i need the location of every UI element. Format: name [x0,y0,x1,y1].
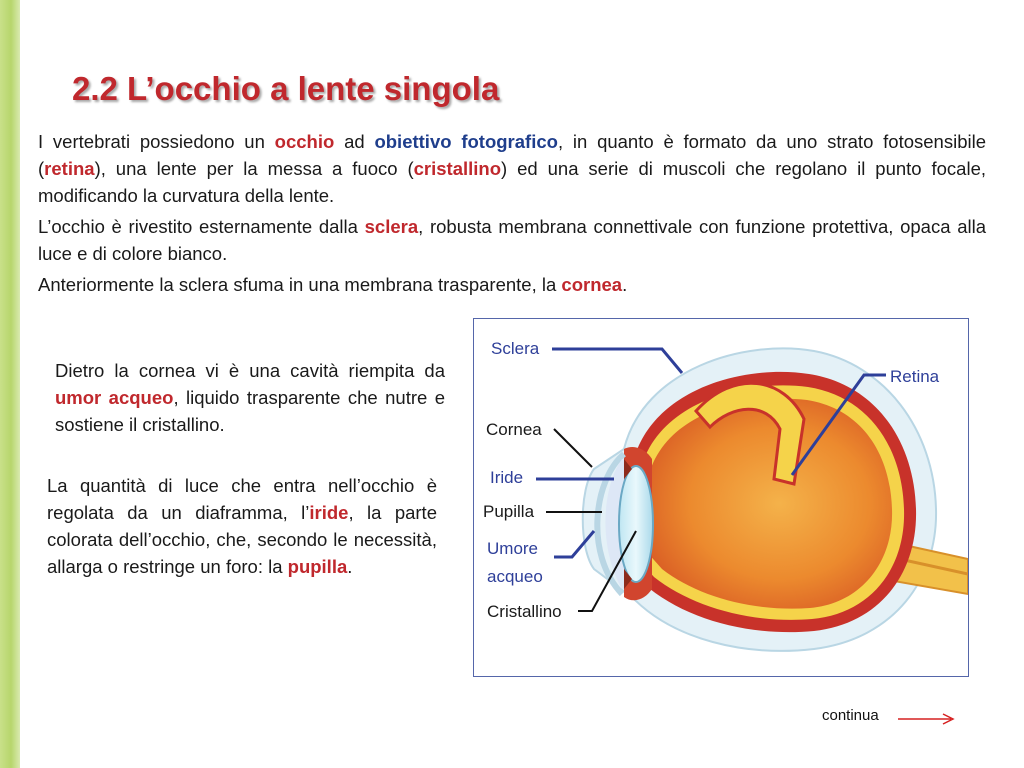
keyword-iride: iride [309,502,349,523]
keyword-pupilla: pupilla [287,556,348,577]
keyword-retina: retina [44,158,95,179]
label-pupilla: Pupilla [483,502,535,521]
label-cristallino: Cristallino [487,602,562,621]
keyword-obiettivo-fotografico: obiettivo fotografico [374,131,558,152]
sclera-pointer [552,349,682,373]
keyword-sclera: sclera [364,216,419,237]
crystalline-lens [619,466,653,582]
eye-diagram-figure [473,318,969,677]
intro-text [38,128,986,302]
text-run: ) ed una serie di muscoli che regolano il punto focale, modificando la curvatura della lente. [38,158,987,206]
vitreous-body [642,399,892,609]
text-run: ad [334,131,375,152]
text-run: Anteriormente la sclera sfuma in una membrana trasparente, la [38,274,562,295]
text-run: , la parte colorata dell’occhio, che, secondo le necessità, allarga o restringe un foro: la [47,502,437,577]
keyword-umor-acqueo: umor acqueo [55,387,174,408]
intro-paragraph-3 [38,271,986,298]
text-run: La quantità di luce che entra nell’occhio è regolata da un diaframma, l’ [47,475,437,523]
intro-paragraph-2 [38,213,986,267]
text-run: ), una lente per la messa a fuoco ( [94,158,414,179]
left-accent-bar [0,0,20,768]
text-run: . [622,274,628,295]
text-run: , in quanto è formato da uno strato fotosensibile ( [38,131,986,179]
label-cornea: Cornea [486,420,542,439]
text-run: , robusta membrana connettivale con funzione protettiva, opaca alla luce e di colore bianco. [38,216,986,264]
text-run: L’occhio è rivestito esternamente dalla [38,216,365,237]
text-run: , liquido trasparente che nutre e sostiene il cristallino. [55,387,445,435]
iris-paragraph [47,472,437,580]
aqueous-humor-paragraph [55,357,445,438]
label-umore: Umore [487,539,539,558]
label-sclera: Sclera [491,339,540,358]
continua-link[interactable]: continua [822,707,879,724]
text-run: I vertebrati possiedono un [38,131,275,152]
intro-paragraph-1 [38,128,986,209]
arrow-right-icon[interactable] [897,712,957,726]
text-run: Dietro la cornea vi è una cavità riempita da [55,360,445,381]
label-iride: Iride [490,468,524,487]
keyword-cristallino: cristallino [413,158,502,179]
cornea-pointer [554,429,592,467]
label-acqueo: acqueo [487,567,543,586]
label-retina: Retina [890,367,940,386]
text-run: . [347,556,353,577]
page-title: 2.2 L’occhio a lente singola [72,70,500,107]
keyword-cornea: cornea [561,274,623,295]
keyword-occhio: occhio [274,131,335,152]
